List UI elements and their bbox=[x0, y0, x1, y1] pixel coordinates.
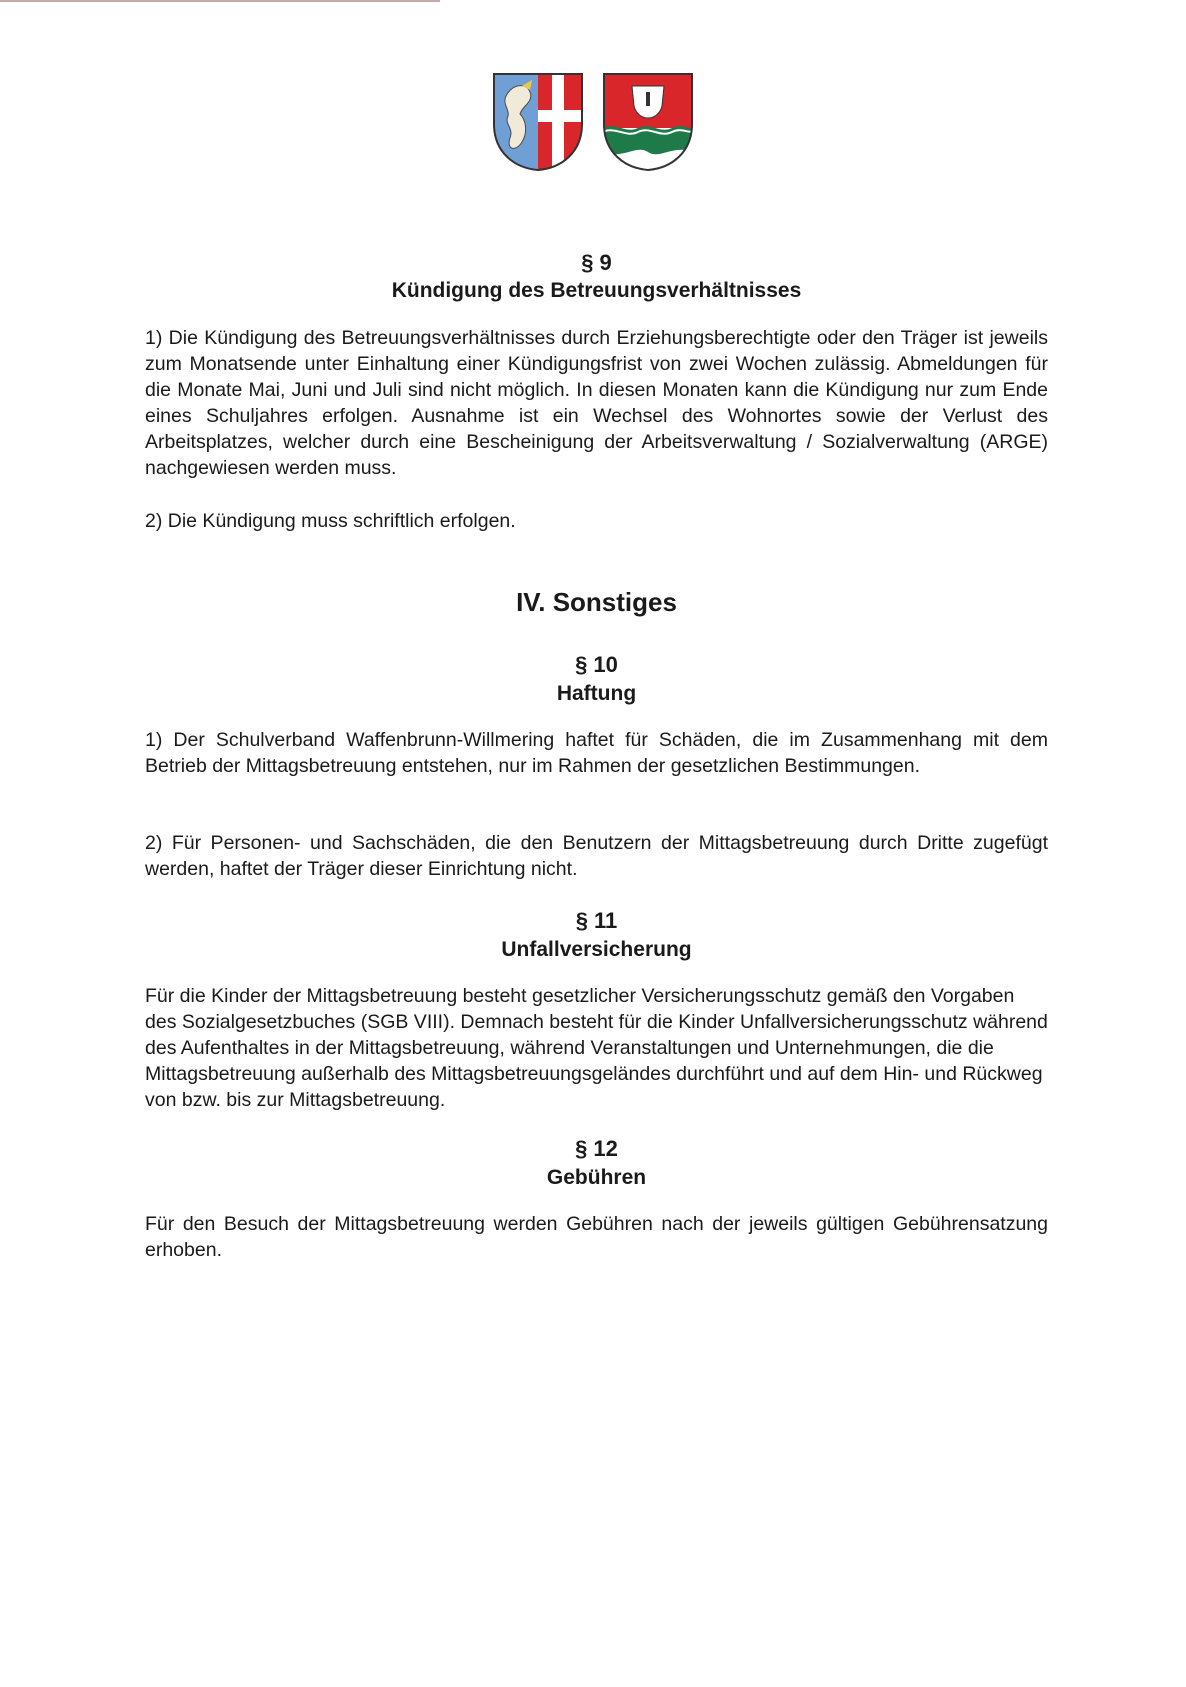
section-12-title: Gebühren bbox=[546, 1166, 647, 1189]
section-10-paragraph-2: 2) Für Personen- und Sachschäden, die den Benutzern der Mittagsbetreuung durch Dritte zugefügt werden, haftet der Träger dieser Einrichtung nicht. bbox=[145, 832, 1048, 880]
section-11-title: Unfallversicherung bbox=[501, 938, 692, 961]
section-9-title: Kündigung des Betreuungsverhältnisses bbox=[391, 279, 802, 302]
section-12-paragraph-1: Für den Besuch der Mittagsbetreuung werden Gebühren nach der jeweils gültigen Gebührensatzung erhoben. bbox=[145, 1213, 1048, 1261]
section-10-title: Haftung bbox=[556, 682, 637, 705]
section-10-paragraph-1: 1) Der Schulverband Waffenbrunn-Willmering haftet für Schäden, die im Zusammenhang mit dem Betrieb der Mittagsbetreuung entstehen, nur im Rahmen der gesetzlichen Bestimmungen. bbox=[145, 729, 1048, 777]
part-4-title: IV. Sonstiges bbox=[516, 587, 677, 617]
scan-edge-line bbox=[0, 0, 440, 2]
section-11-number: § 11 bbox=[575, 908, 618, 933]
section-9-paragraph-2: 2) Die Kündigung muss schriftlich erfolgen. bbox=[145, 510, 516, 532]
section-12-number: § 12 bbox=[575, 1136, 618, 1161]
section-9-paragraph-1: 1) Die Kündigung des Betreuungsverhältnisses durch Erziehungsberechtigte oder den Träger ist jeweils zum Monatsende unter Einhaltung einer Kündigungsfrist von zwei Wochen zulässig. Abmeldungen für die Monate Mai, Juni und Juli sind nicht möglich. In diesen Monaten kann die Kündigung nur zum Ende eines Schuljahres erfolgen. Ausnahme ist ein Wechsel des Wohnortes sowie der Verlust des Arbeitsplatzes, welcher durch eine Bescheinigung der Arbeitsverwaltung / Sozialverwaltung (ARGE) nachgewiesen werden muss. bbox=[145, 327, 1048, 479]
section-10-number: § 10 bbox=[575, 652, 618, 677]
section-11-paragraph-1: Für die Kinder der Mittagsbetreuung besteht gesetzlicher Versicherungsschutz gemäß den Vorgaben des Sozialgesetzbuches (SGB VIII). Demnach besteht für die Kinder Unfallversicherungsschutz während des Aufenthaltes in der Mittagsbetreuung, während Veranstaltungen und Unternehmungen, die die Mittagsbetreuung außerhalb des Mittagsbetreuungsgeländes durchführt und auf dem Hin- und Rückweg von bzw. bis zur Mittagsbetreuung. bbox=[145, 985, 1048, 1111]
crest-left-icon bbox=[492, 72, 584, 172]
crest-right-icon bbox=[602, 72, 694, 172]
coats-of-arms bbox=[0, 72, 1186, 172]
section-9-number: § 9 bbox=[581, 250, 612, 275]
